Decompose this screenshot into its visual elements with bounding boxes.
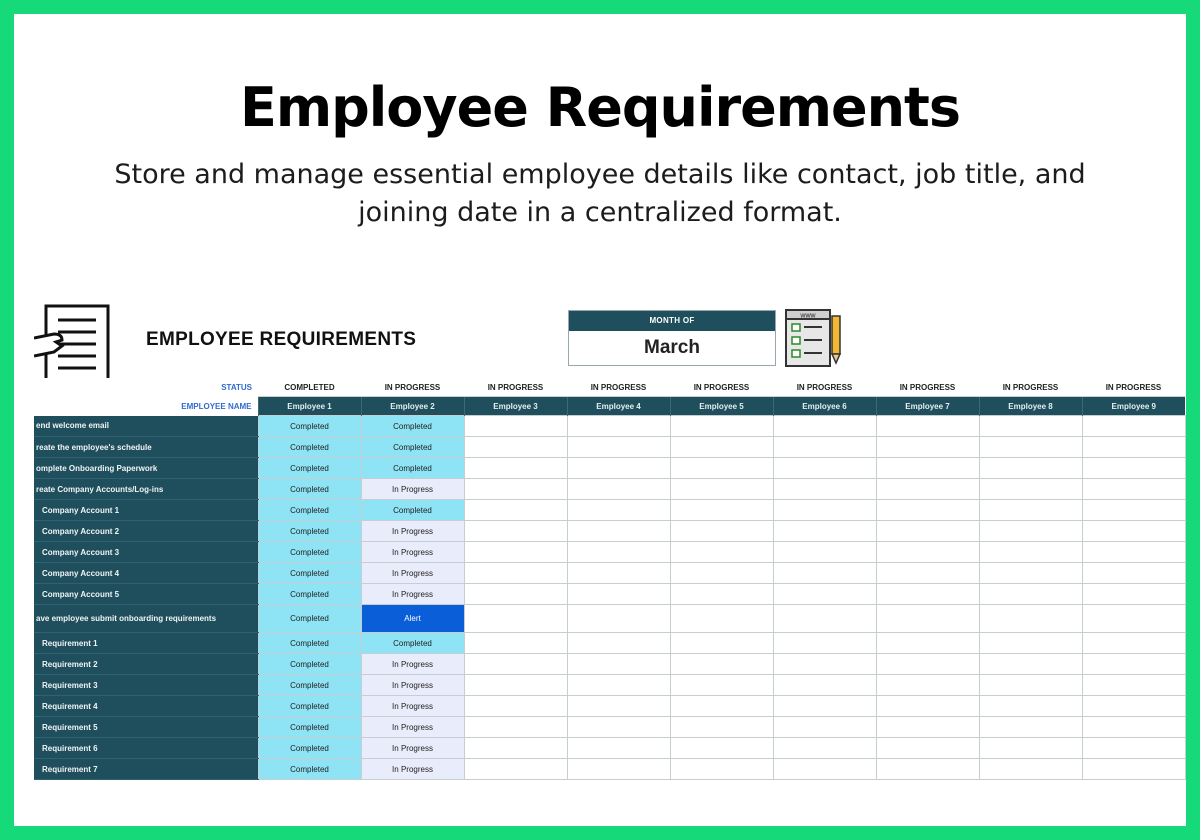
status-cell[interactable]	[464, 416, 567, 437]
status-cell[interactable]	[1082, 416, 1185, 437]
status-cell[interactable]	[773, 416, 876, 437]
status-cell[interactable]	[464, 479, 567, 500]
status-cell[interactable]	[567, 479, 670, 500]
status-cell[interactable]	[670, 542, 773, 563]
status-cell[interactable]	[567, 717, 670, 738]
status-cell[interactable]	[464, 521, 567, 542]
status-cell[interactable]	[979, 416, 1082, 437]
status-cell[interactable]	[464, 563, 567, 584]
status-cell[interactable]	[567, 605, 670, 633]
status-cell[interactable]: Completed	[361, 458, 464, 479]
status-cell[interactable]	[464, 759, 567, 780]
status-cell[interactable]	[1082, 521, 1185, 542]
status-cell[interactable]	[876, 416, 979, 437]
status-cell[interactable]	[773, 437, 876, 458]
task-label: reate Company Accounts/Log-ins	[34, 479, 258, 500]
status-cell[interactable]	[670, 696, 773, 717]
status-cell[interactable]	[670, 584, 773, 605]
spreadsheet-preview	[34, 304, 1190, 779]
column-status: IN PROGRESS	[464, 378, 567, 397]
status-cell[interactable]	[567, 437, 670, 458]
task-label: end welcome email	[34, 416, 258, 437]
status-cell[interactable]	[1082, 696, 1185, 717]
status-cell[interactable]	[1082, 563, 1185, 584]
status-cell[interactable]	[1082, 675, 1185, 696]
month-label: MONTH OF	[569, 311, 775, 331]
status-cell[interactable]: In Progress	[361, 696, 464, 717]
status-cell[interactable]	[567, 675, 670, 696]
status-cell[interactable]: Completed	[258, 416, 361, 437]
status-cell[interactable]	[876, 717, 979, 738]
status-cell[interactable]	[670, 500, 773, 521]
status-cell[interactable]: Completed	[361, 437, 464, 458]
status-cell[interactable]	[464, 458, 567, 479]
status-cell[interactable]	[464, 696, 567, 717]
status-cell[interactable]: Completed	[258, 605, 361, 633]
status-cell[interactable]	[979, 479, 1082, 500]
status-cell[interactable]	[1082, 605, 1185, 633]
status-cell[interactable]	[464, 500, 567, 521]
task-label: omplete Onboarding Paperwork	[34, 458, 258, 479]
table-row	[34, 584, 1185, 605]
status-cell[interactable]	[979, 654, 1082, 675]
status-cell[interactable]	[979, 521, 1082, 542]
status-cell[interactable]	[979, 584, 1082, 605]
status-cell[interactable]	[567, 542, 670, 563]
table-row	[34, 759, 1185, 780]
status-cell[interactable]	[773, 675, 876, 696]
status-label: STATUS	[34, 378, 258, 397]
task-label: Requirement 1	[34, 633, 258, 654]
status-cell[interactable]	[979, 717, 1082, 738]
table-row	[34, 479, 1185, 500]
status-cell[interactable]	[464, 717, 567, 738]
status-cell[interactable]	[567, 654, 670, 675]
status-cell[interactable]	[567, 563, 670, 584]
status-cell[interactable]	[670, 654, 773, 675]
status-cell[interactable]: Completed	[258, 584, 361, 605]
status-cell[interactable]	[773, 696, 876, 717]
status-cell[interactable]	[773, 584, 876, 605]
status-cell[interactable]	[876, 542, 979, 563]
status-cell[interactable]	[1082, 458, 1185, 479]
status-cell[interactable]	[773, 500, 876, 521]
status-cell[interactable]	[464, 542, 567, 563]
status-cell[interactable]	[567, 521, 670, 542]
status-cell[interactable]	[567, 738, 670, 759]
status-cell[interactable]	[670, 479, 773, 500]
checklist-icon-text: www	[800, 312, 816, 320]
status-cell[interactable]	[464, 675, 567, 696]
status-cell[interactable]: Completed	[258, 479, 361, 500]
month-value[interactable]: March	[644, 337, 700, 358]
status-cell[interactable]	[670, 458, 773, 479]
status-cell[interactable]	[670, 521, 773, 542]
status-cell[interactable]	[670, 738, 773, 759]
status-cell[interactable]	[1082, 542, 1185, 563]
status-cell[interactable]	[1082, 717, 1185, 738]
task-label: Requirement 4	[34, 696, 258, 717]
page-title: Employee Requirements	[239, 76, 961, 139]
task-label: Company Account 1	[34, 500, 258, 521]
status-cell[interactable]	[876, 696, 979, 717]
status-cell[interactable]	[876, 654, 979, 675]
status-cell[interactable]	[876, 521, 979, 542]
status-cell[interactable]: Completed	[258, 500, 361, 521]
status-cell[interactable]	[670, 717, 773, 738]
status-cell[interactable]: Completed	[361, 633, 464, 654]
status-cell[interactable]	[979, 458, 1082, 479]
employee-name-row	[34, 397, 1185, 416]
status-cell[interactable]: Completed	[258, 696, 361, 717]
table-row	[34, 437, 1185, 458]
status-cell[interactable]: Completed	[361, 416, 464, 437]
status-cell[interactable]	[876, 500, 979, 521]
status-cell[interactable]: Alert	[361, 605, 464, 633]
status-cell[interactable]	[1082, 500, 1185, 521]
status-cell[interactable]	[773, 521, 876, 542]
status-cell[interactable]: In Progress	[361, 563, 464, 584]
status-cell[interactable]: Completed	[258, 521, 361, 542]
status-cell[interactable]	[1082, 738, 1185, 759]
status-cell[interactable]	[1082, 437, 1185, 458]
status-cell[interactable]: Completed	[258, 675, 361, 696]
status-cell[interactable]	[773, 654, 876, 675]
table-row	[34, 521, 1185, 542]
task-label: Requirement 7	[34, 759, 258, 780]
status-cell[interactable]	[773, 605, 876, 633]
status-cell[interactable]	[670, 759, 773, 780]
status-cell[interactable]	[876, 675, 979, 696]
status-cell[interactable]: In Progress	[361, 584, 464, 605]
status-cell[interactable]	[773, 479, 876, 500]
status-cell[interactable]	[979, 563, 1082, 584]
table-row	[34, 416, 1185, 437]
status-cell[interactable]	[979, 500, 1082, 521]
status-cell[interactable]: In Progress	[361, 654, 464, 675]
status-cell[interactable]	[567, 696, 670, 717]
status-cell[interactable]	[979, 605, 1082, 633]
status-cell[interactable]	[773, 458, 876, 479]
table-row	[34, 717, 1185, 738]
employee-name-header[interactable]: Employee 9	[1082, 397, 1185, 416]
status-cell[interactable]	[876, 437, 979, 458]
status-cell[interactable]	[773, 738, 876, 759]
status-cell[interactable]	[773, 759, 876, 780]
status-cell[interactable]	[567, 584, 670, 605]
status-cell[interactable]: In Progress	[361, 759, 464, 780]
status-cell[interactable]	[464, 584, 567, 605]
column-status: IN PROGRESS	[979, 378, 1082, 397]
status-cell[interactable]	[464, 633, 567, 654]
status-cell[interactable]	[1082, 759, 1185, 780]
task-label: ave employee submit onboarding requirements	[34, 605, 258, 633]
status-cell[interactable]: Completed	[258, 542, 361, 563]
task-label: Company Account 4	[34, 563, 258, 584]
status-cell[interactable]	[567, 759, 670, 780]
status-cell[interactable]	[670, 675, 773, 696]
status-cell[interactable]: Completed	[258, 563, 361, 584]
task-label: Requirement 6	[34, 738, 258, 759]
column-status: IN PROGRESS	[773, 378, 876, 397]
table-row	[34, 605, 1185, 633]
status-cell[interactable]	[670, 416, 773, 437]
status-cell[interactable]	[876, 479, 979, 500]
status-cell[interactable]	[567, 416, 670, 437]
employee-name-header[interactable]: Employee 7	[876, 397, 979, 416]
column-status: IN PROGRESS	[670, 378, 773, 397]
status-cell[interactable]: Completed	[361, 500, 464, 521]
content-card	[14, 14, 1186, 826]
status-cell[interactable]	[1082, 633, 1185, 654]
status-cell[interactable]	[979, 738, 1082, 759]
status-cell[interactable]: Completed	[258, 759, 361, 780]
task-label: Requirement 2	[34, 654, 258, 675]
status-cell[interactable]	[670, 605, 773, 633]
employee-name-header[interactable]: Employee 6	[773, 397, 876, 416]
status-cell[interactable]	[464, 738, 567, 759]
checklist-pencil-icon	[784, 308, 846, 368]
employee-name-header[interactable]: Employee 4	[567, 397, 670, 416]
status-cell[interactable]	[773, 717, 876, 738]
status-cell[interactable]	[876, 605, 979, 633]
employee-name-header[interactable]: Employee 1	[258, 397, 361, 416]
status-cell[interactable]	[567, 633, 670, 654]
table-row	[34, 633, 1185, 654]
column-status: IN PROGRESS	[361, 378, 464, 397]
status-cell[interactable]: In Progress	[361, 675, 464, 696]
status-cell[interactable]	[876, 633, 979, 654]
employee-name-header[interactable]: Employee 5	[670, 397, 773, 416]
task-label: Company Account 5	[34, 584, 258, 605]
table-row	[34, 654, 1185, 675]
status-cell[interactable]: Completed	[258, 738, 361, 759]
status-cell[interactable]	[464, 437, 567, 458]
status-cell[interactable]: Completed	[258, 437, 361, 458]
column-status: COMPLETED	[258, 378, 361, 397]
status-cell[interactable]	[567, 500, 670, 521]
status-cell[interactable]	[979, 542, 1082, 563]
status-cell[interactable]	[876, 738, 979, 759]
task-label: Requirement 3	[34, 675, 258, 696]
column-status: IN PROGRESS	[1082, 378, 1185, 397]
status-cell[interactable]: In Progress	[361, 738, 464, 759]
status-cell[interactable]	[670, 437, 773, 458]
page-subtitle: Store and manage essential employee details like contact, job title, and joining date in a centralized format.	[114, 159, 1086, 228]
status-cell[interactable]	[567, 458, 670, 479]
status-cell[interactable]: Completed	[258, 654, 361, 675]
status-cell[interactable]: Completed	[258, 633, 361, 654]
table-row	[34, 458, 1185, 479]
status-row	[34, 378, 1185, 397]
table-row	[34, 563, 1185, 584]
requirements-table	[34, 378, 1186, 780]
status-cell[interactable]	[876, 563, 979, 584]
status-cell[interactable]	[979, 437, 1082, 458]
status-cell[interactable]: Completed	[258, 458, 361, 479]
status-cell[interactable]	[876, 759, 979, 780]
task-label: Company Account 3	[34, 542, 258, 563]
sheet-title: EMPLOYEE REQUIREMENTS	[146, 329, 417, 350]
column-status: IN PROGRESS	[876, 378, 979, 397]
status-cell[interactable]	[670, 563, 773, 584]
status-cell[interactable]: In Progress	[361, 542, 464, 563]
table-row	[34, 542, 1185, 563]
status-cell[interactable]	[464, 654, 567, 675]
task-label: Requirement 5	[34, 717, 258, 738]
table-row	[34, 738, 1185, 759]
employee-name-header[interactable]: Employee 3	[464, 397, 567, 416]
table-row	[34, 696, 1185, 717]
status-cell[interactable]	[1082, 479, 1185, 500]
status-cell[interactable]	[876, 584, 979, 605]
status-cell[interactable]	[773, 563, 876, 584]
status-cell[interactable]	[979, 675, 1082, 696]
status-cell[interactable]	[670, 633, 773, 654]
status-cell[interactable]	[979, 633, 1082, 654]
employee-name-label: EMPLOYEE NAME	[34, 397, 258, 416]
column-status: IN PROGRESS	[567, 378, 670, 397]
status-cell[interactable]: In Progress	[361, 521, 464, 542]
status-cell[interactable]	[979, 696, 1082, 717]
task-label: reate the employee's schedule	[34, 437, 258, 458]
status-cell[interactable]: In Progress	[361, 717, 464, 738]
status-cell[interactable]: Completed	[258, 717, 361, 738]
task-label: Company Account 2	[34, 521, 258, 542]
status-cell[interactable]	[1082, 654, 1185, 675]
table-row	[34, 675, 1185, 696]
month-selector[interactable]	[568, 310, 776, 366]
status-cell[interactable]	[464, 605, 567, 633]
status-cell[interactable]	[1082, 584, 1185, 605]
table-row	[34, 500, 1185, 521]
status-cell[interactable]	[876, 458, 979, 479]
employee-name-header[interactable]: Employee 2	[361, 397, 464, 416]
status-cell[interactable]	[773, 633, 876, 654]
status-cell[interactable]	[979, 759, 1082, 780]
status-cell[interactable]: In Progress	[361, 479, 464, 500]
employee-name-header[interactable]: Employee 8	[979, 397, 1082, 416]
status-cell[interactable]	[773, 542, 876, 563]
